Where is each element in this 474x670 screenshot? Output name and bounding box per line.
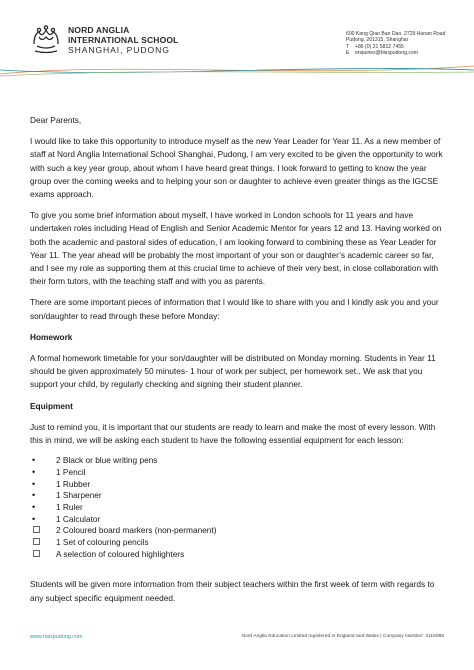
bullet-icon: •	[32, 490, 36, 501]
equipment-paragraph: Just to remind you, it is important that our students are ready to learn and make the most of every lesson. With this in mind, we will be asking each student to have the following essential equipment for each lesson:	[30, 421, 436, 446]
closing-paragraph: Students will be given more information from their subject teachers within the first week of term with regards to any subject specific equipment needed.	[30, 579, 435, 603]
school-crest-logo	[30, 24, 62, 54]
school-name-line: INTERNATIONAL SCHOOL	[68, 35, 179, 46]
equipment-item-text: 2 Black or blue writing pens	[56, 455, 158, 466]
equipment-item-text: 1 Pencil	[56, 466, 86, 477]
school-name	[68, 25, 179, 56]
phone-label: T	[346, 43, 350, 50]
footer-registration: Nord Anglia Education Limited registered in England and Wales | Company Number: 2116088	[241, 634, 444, 639]
equipment-list-item	[30, 479, 448, 491]
school-name-line: NORD ANGLIA	[68, 25, 130, 35]
bullet-icon: •	[32, 478, 36, 489]
equipment-heading: Equipment	[30, 400, 73, 411]
intro-paragraph-1: I would like to take this opportunity to introduce myself as the new Year Leader for Year 11. As a new member of staff at Nord Anglia International School Shanghai, Pudong, I am very excited to be given the opportunity to work with such a key year group, about whom I have heard great things. I look forward to getting to know the year group over the coming weeks and to helping your son or daughter to achieve even greater things as the IGCSE exams approach.	[30, 136, 443, 200]
equipment-list-item	[30, 490, 448, 502]
email-address: enquiries@bisspudong.com	[355, 50, 418, 57]
school-name-line: SHANGHAI, PUDONG	[68, 45, 170, 56]
equipment-list-item	[30, 467, 448, 479]
letter-body	[30, 114, 448, 613]
equipment-list-item	[30, 525, 448, 537]
email-line	[346, 50, 445, 56]
equipment-list	[30, 455, 448, 560]
equipment-list-item	[30, 514, 448, 526]
bullet-icon: •	[32, 455, 36, 466]
homework-heading: Homework	[30, 331, 73, 342]
equipment-item-text: 1 Sharpener	[56, 490, 102, 501]
salutation: Dear Parents,	[30, 115, 82, 125]
equipment-list-item	[30, 455, 448, 467]
footer-website[interactable]: www.naispudong.com	[30, 634, 83, 640]
equipment-item-text: 2 Coloured board markers (non-permanent)	[56, 525, 217, 536]
equipment-item-text: 1 Calculator	[56, 513, 101, 524]
bullet-icon: •	[32, 466, 36, 477]
address-line: 600 Kang Qiao Ban Dao, 2729 Hunan Road	[346, 31, 446, 37]
homework-paragraph: A formal homework timetable for your son/daughter will be distributed on Monday morning. Students in Year 11 should be given approximately 50 minutes- 1 hour of work per subject, per homework set.. We ask that you support your child, by regularly checking and signing their student planner.	[30, 353, 436, 390]
equipment-list-item	[30, 502, 448, 514]
equipment-item-text: 1 Ruler	[56, 502, 83, 513]
phone-number: +86 (0) 21 5812 7455	[355, 43, 404, 50]
email-label: E	[346, 50, 350, 57]
equipment-list-item	[30, 549, 448, 561]
equipment-item-text: 1 Rubber	[56, 478, 91, 489]
school-address	[346, 31, 445, 57]
equipment-item-text: 1 Set of colouring pencils	[56, 537, 149, 548]
intro-paragraph-3: There are some important pieces of information that I would like to share with you and I kindly ask you and your son/daughter to read through these before Monday:	[30, 297, 439, 321]
header-decorative-lines	[0, 60, 474, 80]
address-line: Pudong, 201315, Shanghai	[346, 37, 408, 44]
bullet-icon: •	[32, 502, 36, 513]
bullet-icon: •	[32, 513, 36, 524]
checkbox-icon	[30, 537, 56, 549]
equipment-item-text: A selection of coloured highlighters	[56, 548, 185, 559]
equipment-list-item	[30, 537, 448, 549]
header-line-orange	[0, 66, 474, 74]
intro-paragraph-2: To give you some brief information about myself, I have worked in London schools for 11 years and have undertaken roles including Head of English and Senior Academic Mentor for years 12 and 13. Having worked on both the academic and pastoral sides of education, I am looking forward to combining these as Year Leader for Year 11. The year ahead will be probably the most important of your son or daughter’s academic career so far, and I see my role as supporting them at this crucial time to achieve of their very best, in close collaboration with their form tutors, with the teaching staff and with you as parents.	[30, 210, 442, 287]
checkbox-icon	[30, 549, 56, 561]
checkbox-icon	[30, 525, 56, 537]
